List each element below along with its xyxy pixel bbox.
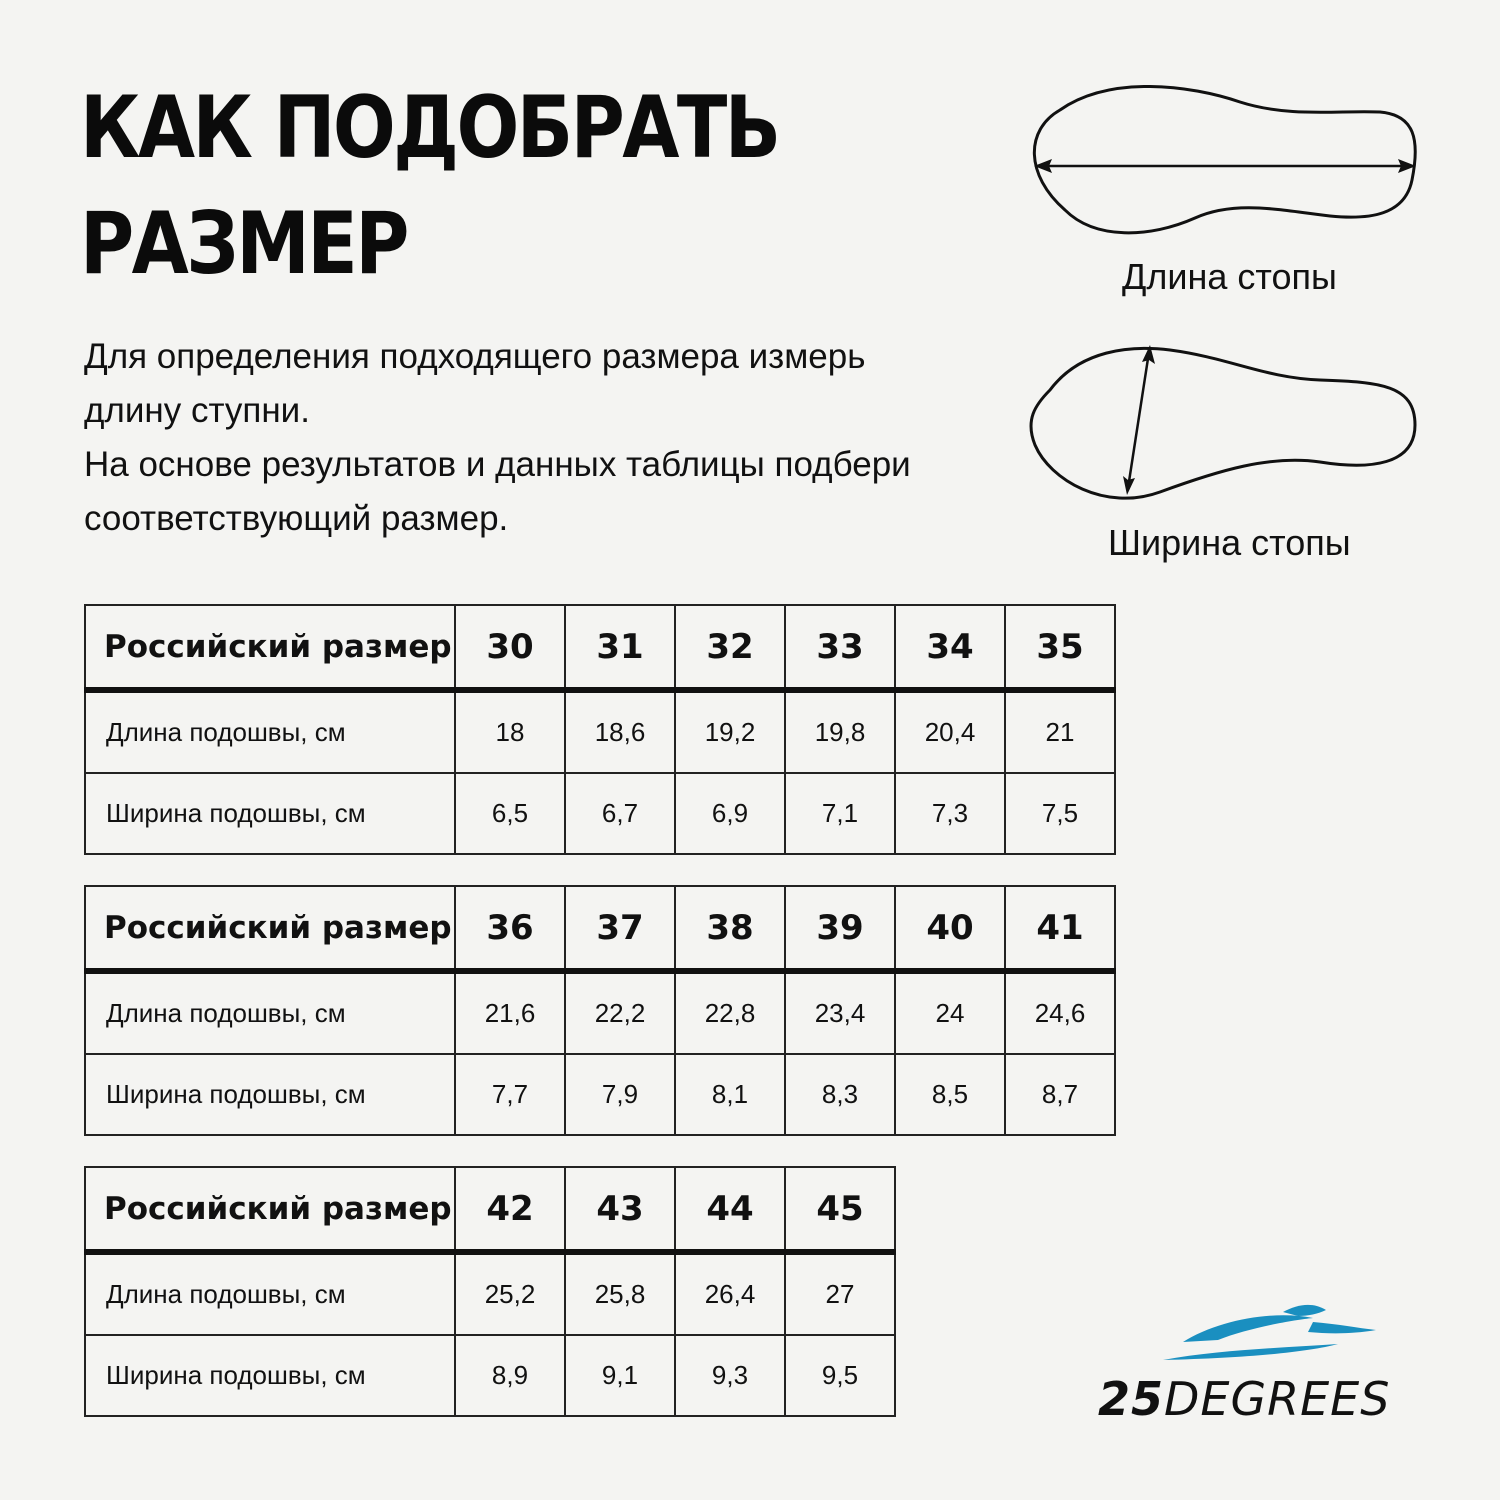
size-header-cell: 40 [895, 886, 1005, 971]
size-header-cell: 34 [895, 605, 1005, 690]
value-cell: 7,5 [1005, 773, 1115, 854]
value-cell: 21,6 [455, 971, 565, 1054]
intro-text [84, 330, 944, 546]
size-table-header-row [85, 1167, 895, 1252]
row-label: Ширина подошвы, см [85, 1335, 455, 1416]
size-table-3 [84, 1166, 896, 1417]
value-cell: 22,8 [675, 971, 785, 1054]
size-table-2 [84, 885, 1116, 1136]
size-header-cell: 43 [565, 1167, 675, 1252]
value-cell: 6,9 [675, 773, 785, 854]
value-cell: 21 [1005, 690, 1115, 773]
value-cell: 18,6 [565, 690, 675, 773]
size-header-cell: 31 [565, 605, 675, 690]
value-cell: 8,9 [455, 1335, 565, 1416]
table-row [85, 1335, 895, 1416]
value-cell: 20,4 [895, 690, 1005, 773]
size-header-cell: 44 [675, 1167, 785, 1252]
value-cell: 19,8 [785, 690, 895, 773]
table-row [85, 1252, 895, 1335]
row-label: Длина подошвы, см [85, 971, 455, 1054]
row-label: Длина подошвы, см [85, 1252, 455, 1335]
size-table-1 [84, 604, 1116, 855]
value-cell: 25,8 [565, 1252, 675, 1335]
swimmer-logo-icon [1098, 1300, 1428, 1370]
size-header-cell: 39 [785, 886, 895, 971]
page-title [80, 70, 779, 302]
intro-line-1: Для определения подходящего размера измерь [84, 337, 866, 376]
foot-length-caption: Длина стопы [1122, 256, 1337, 297]
value-cell: 9,1 [565, 1335, 675, 1416]
table-row [85, 1054, 1115, 1135]
intro-line-3: На основе результатов и данных таблицы подбери [84, 445, 911, 484]
intro-line-2: длину ступни. [84, 391, 310, 430]
table-row [85, 971, 1115, 1054]
intro-line-4: соответствующий размер. [84, 499, 509, 538]
size-header-cell: 45 [785, 1167, 895, 1252]
row-label: Ширина подошвы, см [85, 773, 455, 854]
value-cell: 8,3 [785, 1054, 895, 1135]
size-header-cell: 41 [1005, 886, 1115, 971]
size-header-cell: 30 [455, 605, 565, 690]
size-header-cell: 32 [675, 605, 785, 690]
size-header-cell: 37 [565, 886, 675, 971]
header-label: Российский размер [85, 605, 455, 690]
value-cell: 27 [785, 1252, 895, 1335]
value-cell: 18 [455, 690, 565, 773]
size-table-header-row [85, 886, 1115, 971]
value-cell: 6,5 [455, 773, 565, 854]
size-header-cell: 33 [785, 605, 895, 690]
value-cell: 24 [895, 971, 1005, 1054]
value-cell: 7,9 [565, 1054, 675, 1135]
value-cell: 22,2 [565, 971, 675, 1054]
size-header-cell: 36 [455, 886, 565, 971]
brand-logo-text: 25DEGREES [1098, 1372, 1391, 1426]
table-row [85, 773, 1115, 854]
header-label: Российский размер [85, 886, 455, 971]
value-cell: 6,7 [565, 773, 675, 854]
foot-length-outline-icon [1020, 80, 1430, 245]
value-cell: 7,3 [895, 773, 1005, 854]
value-cell: 9,3 [675, 1335, 785, 1416]
value-cell: 9,5 [785, 1335, 895, 1416]
value-cell: 23,4 [785, 971, 895, 1054]
size-table-header-row [85, 605, 1115, 690]
row-label: Длина подошвы, см [85, 690, 455, 773]
table-row [85, 690, 1115, 773]
foot-length-figure [1020, 80, 1430, 245]
page-title-line-1: КАК ПОДОБРАТЬ [80, 78, 779, 178]
foot-width-outline-icon [1020, 340, 1430, 500]
brand-logo [1098, 1300, 1428, 1430]
value-cell: 26,4 [675, 1252, 785, 1335]
value-cell: 8,1 [675, 1054, 785, 1135]
value-cell: 19,2 [675, 690, 785, 773]
header-label: Российский размер [85, 1167, 455, 1252]
size-header-cell: 42 [455, 1167, 565, 1252]
size-header-cell: 38 [675, 886, 785, 971]
row-label: Ширина подошвы, см [85, 1054, 455, 1135]
value-cell: 8,5 [895, 1054, 1005, 1135]
value-cell: 8,7 [1005, 1054, 1115, 1135]
value-cell: 7,7 [455, 1054, 565, 1135]
foot-width-figure [1020, 340, 1430, 500]
value-cell: 25,2 [455, 1252, 565, 1335]
foot-width-caption: Ширина стопы [1108, 522, 1351, 563]
page-title-line-2: РАЗМЕР [80, 194, 407, 294]
value-cell: 24,6 [1005, 971, 1115, 1054]
value-cell: 7,1 [785, 773, 895, 854]
size-header-cell: 35 [1005, 605, 1115, 690]
